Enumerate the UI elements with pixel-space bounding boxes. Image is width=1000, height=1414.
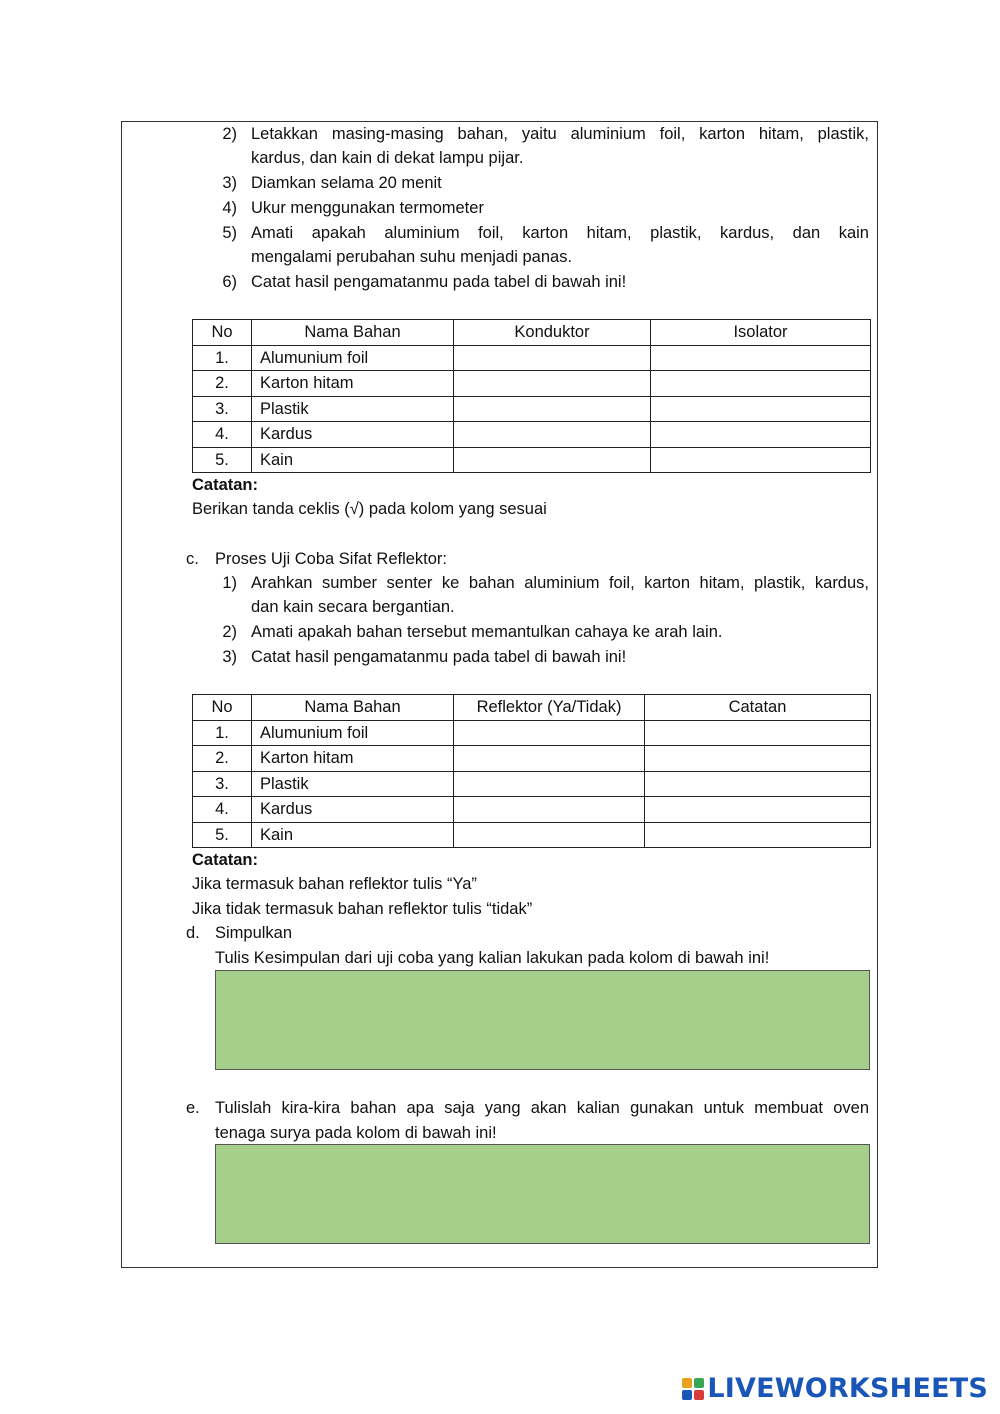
- step-number: 3): [222, 648, 237, 666]
- step-text: Amati apakah aluminium foil, karton hitam, plastik, kardus, dan kain: [251, 224, 869, 242]
- reflektor-cell[interactable]: [454, 746, 645, 772]
- liveworksheets-logo: [682, 1373, 988, 1404]
- row-material: Plastik: [252, 771, 454, 797]
- row-no: 2.: [193, 371, 252, 397]
- step-text: dan kain secara bergantian.: [251, 598, 455, 616]
- konduktor-cell[interactable]: [454, 371, 651, 397]
- section-c-title: Proses Uji Coba Sifat Reflektor:: [215, 550, 448, 568]
- table-row: [193, 396, 871, 422]
- step-text: Letakkan masing-masing bahan, yaitu aluminium foil, karton hitam, plastik,: [251, 125, 869, 143]
- header-no: No: [193, 695, 252, 721]
- table-header-row: [193, 320, 871, 346]
- row-no: 4.: [193, 797, 252, 823]
- row-no: 4.: [193, 422, 252, 448]
- step-number: 3): [222, 174, 237, 192]
- header-nama-bahan: Nama Bahan: [252, 695, 454, 721]
- step-number: 5): [222, 224, 237, 242]
- note-text: Jika termasuk bahan reflektor tulis “Ya”: [192, 875, 477, 893]
- isolator-cell[interactable]: [651, 371, 871, 397]
- step-text: Catat hasil pengamatanmu pada tabel di bawah ini!: [251, 648, 627, 666]
- row-material: Kardus: [252, 797, 454, 823]
- note-title: Catatan:: [192, 476, 259, 494]
- logo-text: LIVEWORKSHEETS: [707, 1373, 988, 1404]
- section-d-label: d.: [186, 924, 200, 942]
- conclusion-answer-box[interactable]: [215, 970, 870, 1070]
- section-e-question: Tulislah kira-kira bahan apa saja yang akan kalian gunakan untuk membuat oven: [215, 1099, 869, 1117]
- section-d-title: Simpulkan: [215, 924, 293, 942]
- conductor-table: [192, 319, 871, 473]
- catatan-cell[interactable]: [645, 746, 871, 772]
- section-e-label: e.: [186, 1099, 200, 1117]
- header-konduktor: Konduktor: [454, 320, 651, 346]
- step-number: 6): [222, 273, 237, 291]
- isolator-cell[interactable]: [651, 345, 871, 371]
- row-material: Karton hitam: [252, 746, 454, 772]
- table-row: [193, 371, 871, 397]
- row-no: 5.: [193, 447, 252, 473]
- isolator-cell[interactable]: [651, 422, 871, 448]
- konduktor-cell[interactable]: [454, 422, 651, 448]
- note-title: Catatan:: [192, 851, 259, 869]
- header-nama-bahan: Nama Bahan: [252, 320, 454, 346]
- table-row: [193, 345, 871, 371]
- reflektor-cell[interactable]: [454, 797, 645, 823]
- row-material: Alumunium foil: [252, 345, 454, 371]
- row-no: 3.: [193, 771, 252, 797]
- materials-answer-box[interactable]: [215, 1144, 870, 1244]
- section-c-label: c.: [186, 550, 199, 568]
- row-no: 1.: [193, 345, 252, 371]
- step-number: 2): [222, 623, 237, 641]
- table-row: [193, 447, 871, 473]
- table-row: [193, 797, 871, 823]
- isolator-cell[interactable]: [651, 447, 871, 473]
- header-catatan: Catatan: [645, 695, 871, 721]
- step-text: Amati apakah bahan tersebut memantulkan cahaya ke arah lain.: [251, 623, 723, 641]
- liveworksheets-logo-icon: [682, 1378, 704, 1400]
- step-text: Arahkan sumber senter ke bahan aluminium foil, karton hitam, plastik, kardus,: [251, 574, 869, 592]
- step-text: Catat hasil pengamatanmu pada tabel di bawah ini!: [251, 273, 627, 291]
- row-material: Alumunium foil: [252, 720, 454, 746]
- step-text: Diamkan selama 20 menit: [251, 174, 442, 192]
- reflector-table: [192, 694, 871, 848]
- table-header-row: [193, 695, 871, 721]
- step-text: mengalami perubahan suhu menjadi panas.: [251, 248, 573, 266]
- row-no: 3.: [193, 396, 252, 422]
- section-d-instruction: Tulis Kesimpulan dari uji coba yang kalian lakukan pada kolom di bawah ini!: [215, 949, 770, 967]
- table-row: [193, 422, 871, 448]
- step-text: kardus, dan kain di dekat lampu pijar.: [251, 149, 524, 167]
- isolator-cell[interactable]: [651, 396, 871, 422]
- reflektor-cell[interactable]: [454, 720, 645, 746]
- row-material: Plastik: [252, 396, 454, 422]
- step-number: 1): [222, 574, 237, 592]
- catatan-cell[interactable]: [645, 720, 871, 746]
- note-text: Berikan tanda ceklis (√) pada kolom yang sesuai: [192, 500, 547, 518]
- reflektor-cell[interactable]: [454, 771, 645, 797]
- header-no: No: [193, 320, 252, 346]
- note-text: Jika tidak termasuk bahan reflektor tulis “tidak”: [192, 900, 533, 918]
- konduktor-cell[interactable]: [454, 447, 651, 473]
- step-number: 2): [222, 125, 237, 143]
- section-e-question: tenaga surya pada kolom di bawah ini!: [215, 1124, 497, 1142]
- row-no: 5.: [193, 822, 252, 848]
- row-material: Kain: [252, 822, 454, 848]
- row-no: 1.: [193, 720, 252, 746]
- catatan-cell[interactable]: [645, 822, 871, 848]
- table-row: [193, 822, 871, 848]
- table-row: [193, 720, 871, 746]
- row-no: 2.: [193, 746, 252, 772]
- table-row: [193, 771, 871, 797]
- konduktor-cell[interactable]: [454, 396, 651, 422]
- catatan-cell[interactable]: [645, 771, 871, 797]
- header-reflektor: Reflektor (Ya/Tidak): [454, 695, 645, 721]
- konduktor-cell[interactable]: [454, 345, 651, 371]
- row-material: Kain: [252, 447, 454, 473]
- catatan-cell[interactable]: [645, 797, 871, 823]
- reflektor-cell[interactable]: [454, 822, 645, 848]
- step-number: 4): [222, 199, 237, 217]
- table-row: [193, 746, 871, 772]
- row-material: Karton hitam: [252, 371, 454, 397]
- header-isolator: Isolator: [651, 320, 871, 346]
- step-text: Ukur menggunakan termometer: [251, 199, 484, 217]
- row-material: Kardus: [252, 422, 454, 448]
